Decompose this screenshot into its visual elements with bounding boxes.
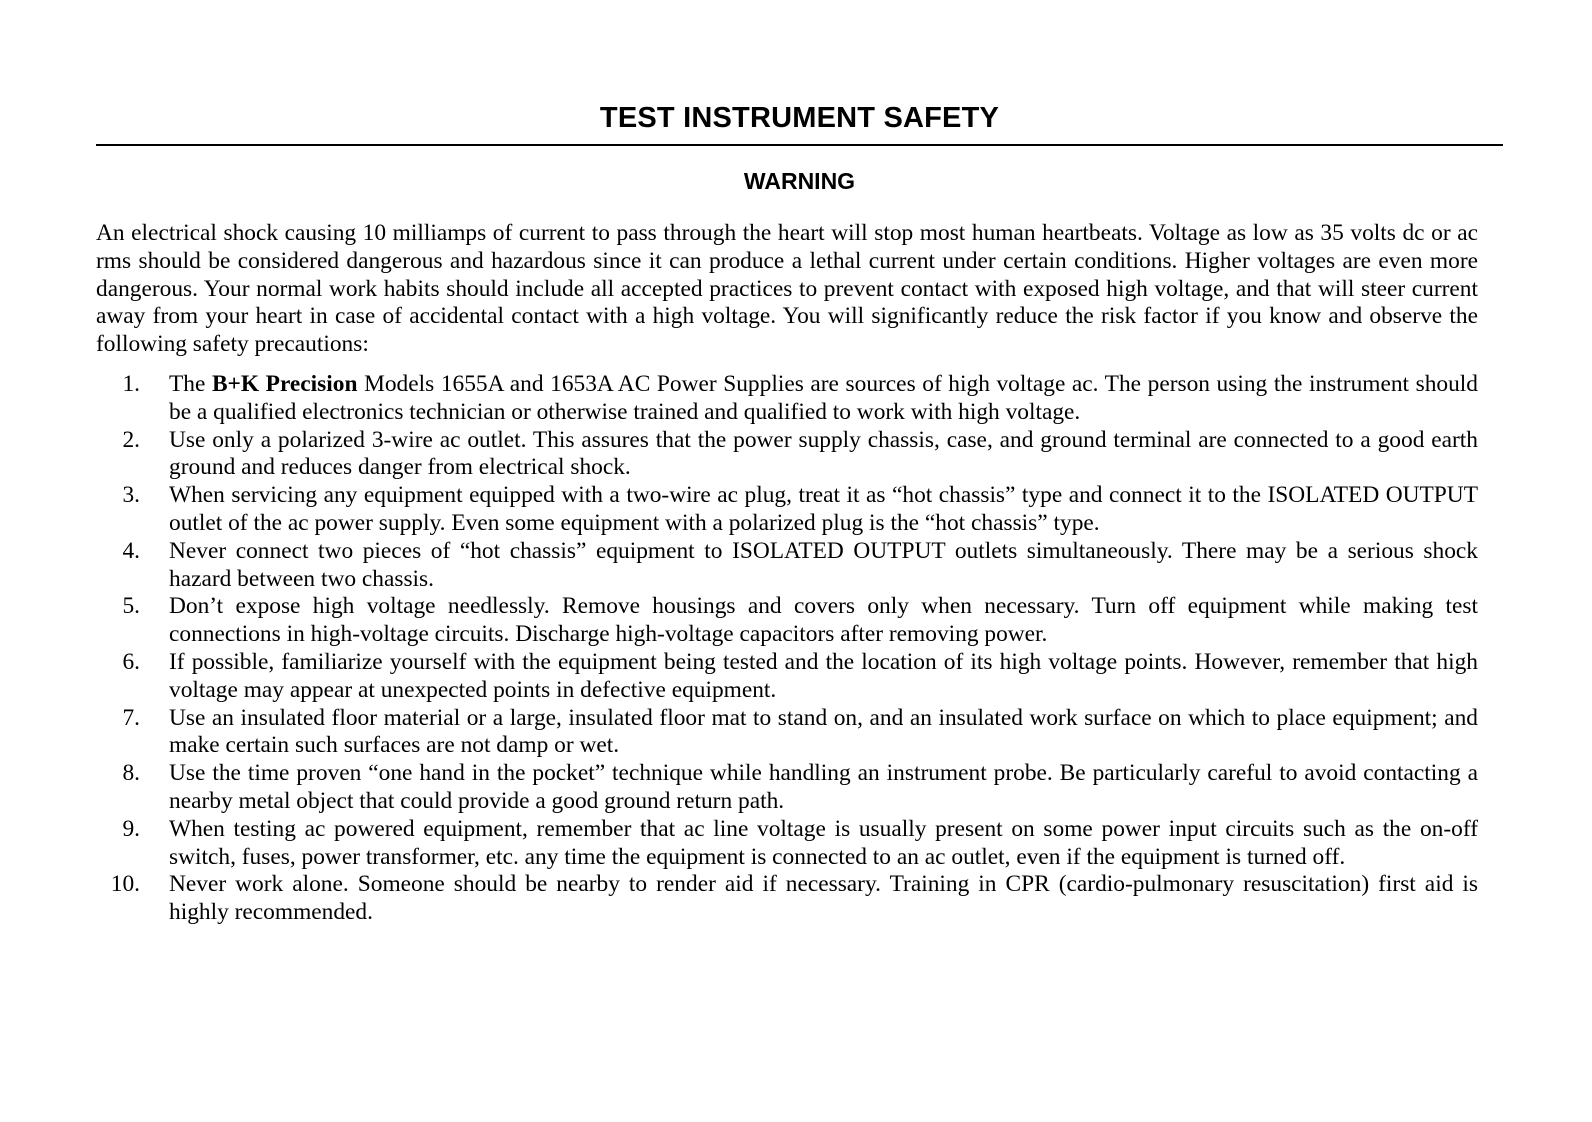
list-item-text: Use an insulated floor material or a large, insulated floor mat to stand on, and an insulated work surface on which to place equipment; and make certain such surfaces are not damp or wet. <box>169 704 1478 759</box>
list-item-text: Never connect two pieces of “hot chassis” equipment to ISOLATED OUTPUT outlets simultaneously. There may be a serious shock hazard between two chassis. <box>169 537 1478 592</box>
list-item <box>96 871 1478 927</box>
list-item <box>96 649 1478 705</box>
list-item <box>96 705 1478 761</box>
list-item <box>96 427 1478 483</box>
list-item <box>96 371 1478 427</box>
warning-heading: WARNING <box>743 168 856 194</box>
document-page <box>96 100 1503 927</box>
list-item-text: Models 1655A and 1653A AC Power Supplies are sources of high voltage ac. The person using the instrument should be a qualified electronics technician or otherwise trained and qualified to work with high voltage. <box>169 370 1478 425</box>
brand-name: B+K Precision <box>211 370 358 397</box>
list-item-number: 5. <box>122 593 140 620</box>
list-item-text: Use the time proven “one hand in the pocket” technique while handling an instrument probe. Be particularly careful to avoid contacting a nearby metal object that could provide a good ground return path. <box>169 760 1478 814</box>
list-item-number: 1. <box>122 370 140 397</box>
list-item <box>96 482 1478 538</box>
list-item-prefix: The <box>169 370 212 397</box>
list-item <box>96 816 1478 872</box>
list-item-number: 2. <box>122 426 140 453</box>
list-item-text: When servicing any equipment equipped with a two-wire ac plug, treat it as “hot chassis” type and connect it to the ISOLATED OUTPUT outlet of the ac power supply. Even some equipment with a polarized plug is the “hot chassis” type. <box>169 482 1478 536</box>
list-item-text: Never work alone. Someone should be nearby to render aid if necessary. Training in CPR (cardio-pulmonary resuscitation) first aid is highly recommended. <box>169 871 1478 926</box>
list-item-text: When testing ac powered equipment, remember that ac line voltage is usually present on some power input circuits such as the on-off switch, fuses, power transformer, etc. any time the equipment is connected to an ac outlet, even if the equipment is turned off. <box>169 815 1478 870</box>
list-item-text: Use only a polarized 3-wire ac outlet. This assures that the power supply chassis, case, and ground terminal are connected to a good earth ground and reduces danger from electrical shock. <box>169 426 1478 481</box>
list-item-text: If possible, familiarize yourself with the equipment being tested and the location of its high voltage points. However, remember that high voltage may appear at unexpected points in defective equipment. <box>169 648 1478 703</box>
list-item-number: 8. <box>122 760 140 787</box>
list-item-number: 7. <box>122 704 140 731</box>
list-item <box>96 538 1478 594</box>
page-title: TEST INSTRUMENT SAFETY <box>599 102 1000 134</box>
list-item-number: 4. <box>122 537 140 564</box>
list-item-number: 6. <box>122 648 140 675</box>
list-item-number: 3. <box>122 482 140 509</box>
list-item-text: Don’t expose high voltage needlessly. Remove housings and covers only when necessary. Turn off equipment while making test connections in high-voltage circuits. Discharge high-voltage capacitors after removing power. <box>169 593 1478 648</box>
intro-paragraph: An electrical shock causing 10 milliamps of current to pass through the heart will stop most human heartbeats. Voltage as low as 35 volts dc or ac rms should be considered dangerous and hazardous since it can produce a lethal current under certain conditions. Higher voltages are even more dangerous. Your normal work habits should include all accepted practices to prevent contact with exposed high voltage, and that will steer current away from your heart in case of accidental contact with a high voltage. You will significantly reduce the risk factor if you know and observe the following safety precautions: <box>96 220 1478 358</box>
list-item-number: 10. <box>110 871 140 898</box>
safety-precautions-list <box>96 371 1478 927</box>
list-item-number: 9. <box>122 815 140 842</box>
title-divider <box>96 144 1503 146</box>
list-item <box>96 593 1478 649</box>
list-item <box>96 760 1478 816</box>
